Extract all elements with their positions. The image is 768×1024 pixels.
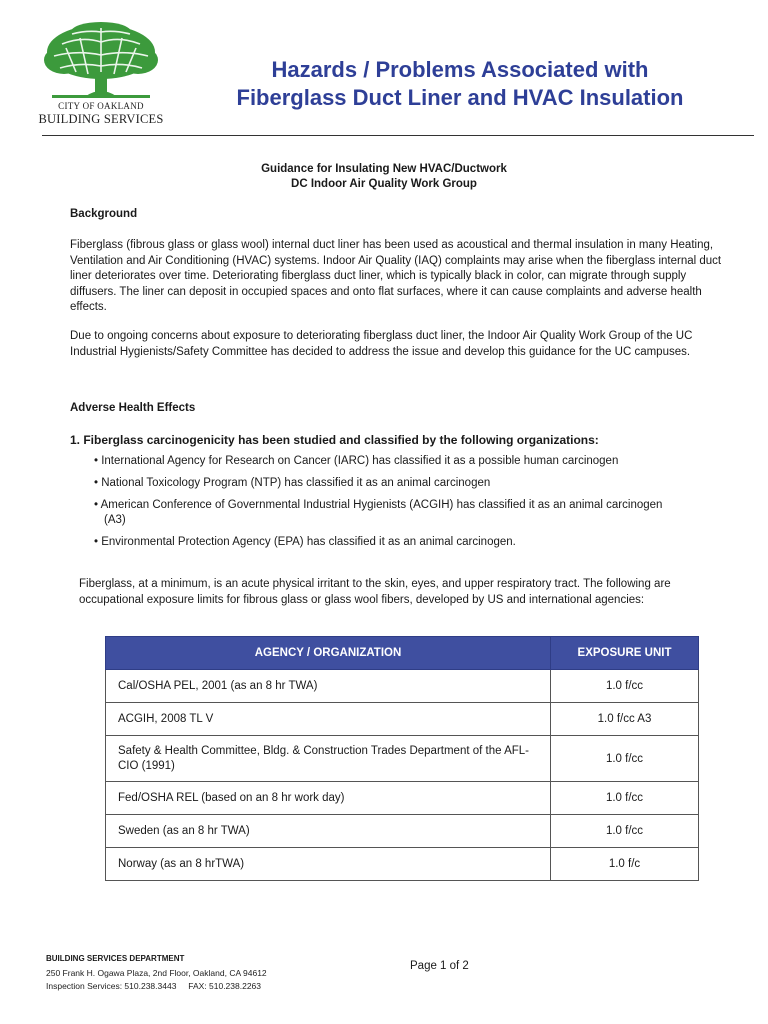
subtitle-line-1: Guidance for Insulating New HVAC/Ductwork — [261, 163, 507, 175]
city-logo — [38, 22, 164, 128]
subtitle — [0, 162, 768, 192]
exposure-unit-cell: 1.0 f/cc — [551, 736, 699, 782]
logo-department-text: BUILDING SERVICES — [38, 112, 164, 126]
organization-cell: Sweden (as an 8 hr TWA) — [106, 815, 551, 848]
carcinogenicity-item: 1. Fiberglass carcinogenicity has been studied and classified by the following organizations: — [70, 433, 599, 447]
background-paragraph-1: Fiberglass (fibrous glass or glass wool) internal duct liner has been used as acoustical and thermal insulation in many Heating, Ventilation and Air Conditioning (HVAC) systems. Indoor Air Quality (IAQ) complaints may arise when the fiberglass internal duct liner deteriorates over time. Deteriorating fiberglass duct liner, which is typically black in color, can migrate through supply diffusers. The liner can deposit in occupied spaces and onto flat surfaces, where it can cause complaints and adverse health effects. — [70, 239, 722, 313]
header-divider — [42, 135, 754, 136]
footer-phones: Inspection Services: 510.238.3443 FAX: 510.238.2263 — [46, 981, 262, 991]
column-header-organization: AGENCY / ORGANIZATION — [106, 637, 551, 670]
list-item-continuation: (A3) — [104, 514, 126, 526]
list-item: • Environmental Protection Agency (EPA) has classified it as an animal carcinogen. — [94, 536, 516, 548]
table-row — [106, 703, 699, 736]
list-item — [94, 498, 734, 528]
health-effects-heading: Adverse Health Effects — [70, 402, 196, 414]
list-item: • National Toxicology Program (NTP) has classified it as an animal carcinogen — [94, 477, 491, 489]
organization-cell: Norway (as an 8 hrTWA) — [106, 848, 551, 881]
classification-list — [94, 454, 734, 557]
exposure-unit-cell: 1.0 f/cc — [551, 670, 699, 703]
list-item: • International Agency for Research on Cancer (IARC) has classified it as a possible human carcinogen — [94, 455, 619, 467]
table-row — [106, 782, 699, 815]
exposure-unit-cell: 1.0 f/cc — [551, 815, 699, 848]
background-heading: Background — [70, 208, 138, 220]
table-row — [106, 736, 699, 782]
background-paragraph-2: Due to ongoing concerns about exposure to deteriorating fiberglass duct liner, the Indoor Air Quality Work Group of the UC Industrial Hygienists/Safety Committee has decided to address the issue and develop this guidance for the UC campuses. — [70, 330, 693, 358]
organization-cell: Fed/OSHA REL (based on an 8 hr work day) — [106, 782, 551, 815]
page-title-line-2: Fiberglass Duct Liner and HVAC Insulation — [236, 85, 684, 110]
page-number: Page 1 of 2 — [410, 960, 469, 972]
oak-tree-icon — [42, 22, 160, 102]
table-row — [106, 815, 699, 848]
exposure-intro-paragraph: Fiberglass, at a minimum, is an acute physical irritant to the skin, eyes, and upper respiratory tract. The following are occupational exposure limits for fibrous glass or glass wool fibers, developed by US and international agencies: — [79, 578, 671, 606]
footer-address: 250 Frank H. Ogawa Plaza, 2nd Floor, Oakland, CA 94612 — [46, 968, 267, 978]
list-item-text: • American Conference of Governmental Industrial Hygienists (ACGIH) has classified it as an animal carcinogen — [94, 499, 663, 511]
logo-city-text: CITY OF OAKLAND — [58, 101, 144, 111]
table-row — [106, 848, 699, 881]
exposure-unit-cell: 1.0 f/cc A3 — [551, 703, 699, 736]
organization-cell: Safety & Health Committee, Bldg. & Construction Trades Department of the AFL-CIO (1991) — [106, 736, 551, 782]
exposure-limits-table — [105, 636, 699, 881]
exposure-unit-cell: 1.0 f/c — [551, 848, 699, 881]
column-header-exposure-unit: EXPOSURE UNIT — [551, 637, 699, 670]
organization-cell: ACGIH, 2008 TL V — [106, 703, 551, 736]
table-header-row — [106, 637, 699, 670]
organization-cell: Cal/OSHA PEL, 2001 (as an 8 hr TWA) — [106, 670, 551, 703]
exposure-unit-cell: 1.0 f/cc — [551, 782, 699, 815]
page-title-line-1: Hazards / Problems Associated with — [271, 57, 649, 82]
table-row — [106, 670, 699, 703]
page-title — [170, 56, 750, 112]
subtitle-line-2: DC Indoor Air Quality Work Group — [291, 178, 477, 190]
footer-department: BUILDING SERVICES DEPARTMENT — [46, 954, 185, 963]
